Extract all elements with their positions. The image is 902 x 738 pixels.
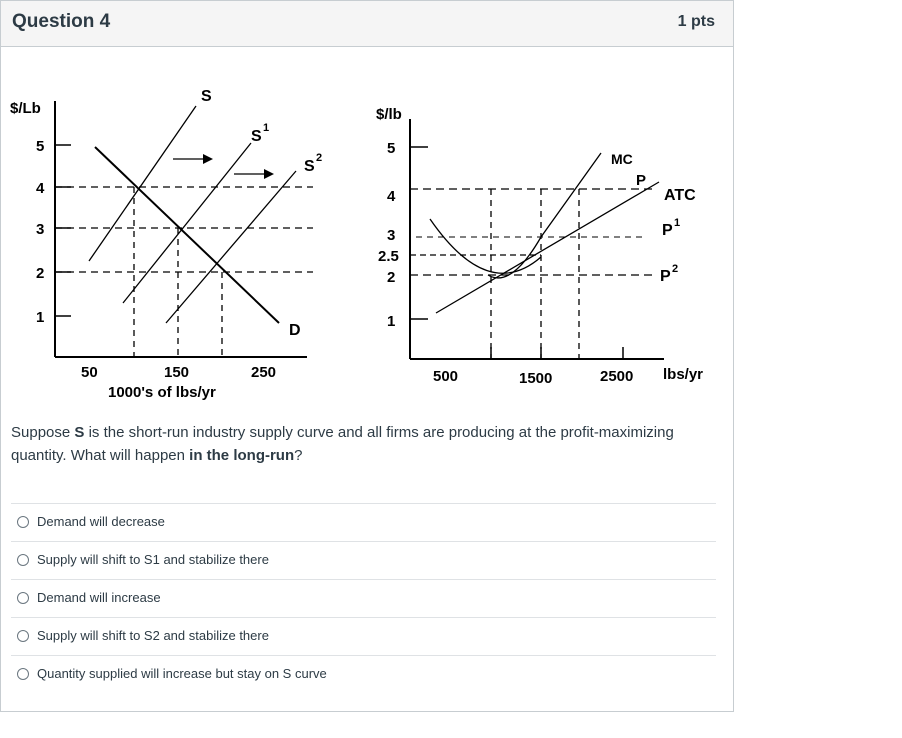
label-p: P [636,172,647,189]
label-s2-sup: 2 [316,152,323,164]
question-prompt [11,421,723,467]
answer-option-quantity-supplied[interactable] [11,655,716,693]
answer-option-supply-s1[interactable] [11,541,716,579]
radio-button[interactable] [17,554,29,566]
label-d: D [289,322,301,339]
left-ytick-3: 3 [36,221,45,238]
answer-option-demand-decrease[interactable] [11,503,716,541]
answer-list [11,503,716,693]
right-ytick-1: 1 [387,313,396,330]
right-x-axis-label: lbs/yr [663,366,704,383]
supply-curve-s [89,106,196,261]
supply-curve-s2 [166,171,296,323]
left-ytick-2: 2 [36,265,45,282]
label-p1-sup: 1 [674,217,681,229]
left-graph [10,88,322,401]
right-ytick-2: 2 [387,269,396,286]
left-xtick-150: 150 [164,364,190,381]
label-p2: P [660,268,671,285]
answer-option-demand-increase[interactable] [11,579,716,617]
right-xtick-2500: 2500 [600,368,634,385]
question-points: 1 pts [677,13,715,30]
right-xtick-1500: 1500 [519,370,553,387]
question-graph [1,61,735,411]
radio-button[interactable] [17,630,29,642]
radio-button[interactable] [17,516,29,528]
mc-curve [488,153,601,278]
left-ytick-4: 4 [36,180,45,197]
price-line-p [436,182,659,313]
label-p2-sup: 2 [672,263,679,275]
radio-button[interactable] [17,592,29,604]
right-graph [376,106,703,387]
right-ytick-2-5: 2.5 [378,248,399,265]
right-y-axis-label: $/lb [376,106,402,123]
right-ytick-3: 3 [387,227,396,244]
answer-option-supply-s2[interactable] [11,617,716,655]
prompt-part: Suppose [11,424,75,441]
label-mc: MC [611,151,633,167]
left-ytick-1: 1 [36,309,45,326]
prompt-part: ? [294,447,303,464]
label-s1-sup: 1 [263,122,270,134]
radio-button[interactable] [17,668,29,680]
label-atc: ATC [664,187,696,204]
question-title: Question 4 [12,11,111,32]
arrow-right-icon [173,154,213,164]
right-xtick-500: 500 [433,368,459,385]
left-x-axis-label: 1000's of lbs/yr [108,384,216,401]
left-xtick-50: 50 [81,364,98,381]
label-s: S [201,88,212,105]
right-ytick-4: 4 [387,188,396,205]
answer-label: Quantity supplied will increase but stay on S curve [37,666,327,681]
prompt-bold: S [74,424,85,441]
right-ytick-5: 5 [387,140,396,157]
label-s2: S [304,158,315,175]
left-xtick-250: 250 [251,364,277,381]
arrow-right-icon [234,169,274,179]
answer-label: Supply will shift to S2 and stabilize there [37,628,269,643]
prompt-part: is the short-run industry supply curve and all firms are producing at the profit-maximizing quantity. What will happen [11,424,674,464]
answer-label: Demand will increase [37,590,161,605]
question-header [1,1,733,47]
prompt-bold: in the long-run [189,447,295,464]
answer-label: Demand will decrease [37,514,165,529]
left-ytick-5: 5 [36,138,45,155]
left-y-axis-label: $/Lb [10,100,41,117]
label-p1: P [662,222,673,239]
answer-label: Supply will shift to S1 and stabilize there [37,552,269,567]
atc-curve [430,219,541,273]
label-s1: S [251,128,262,145]
